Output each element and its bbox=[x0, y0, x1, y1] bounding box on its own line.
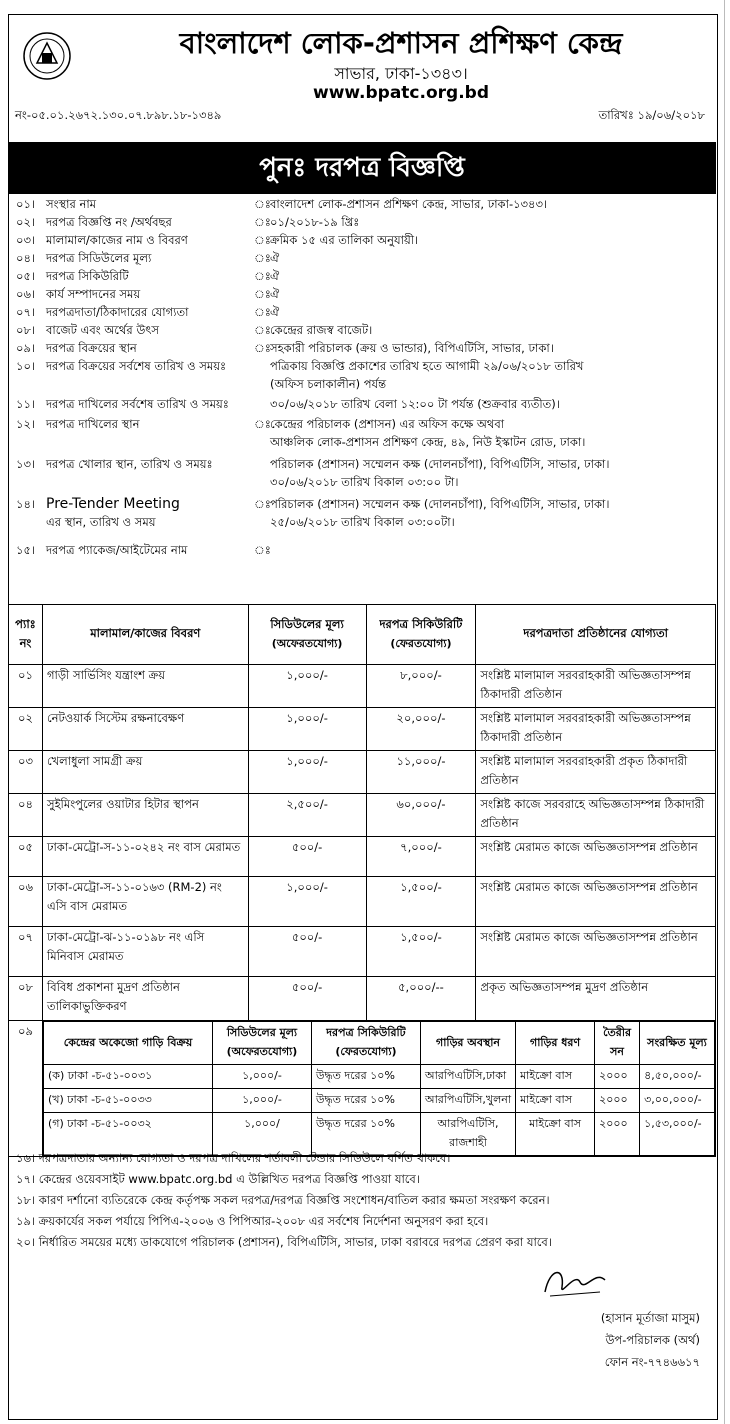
info-row bbox=[8, 268, 716, 286]
info-value: ঐ bbox=[270, 305, 280, 319]
row-no: ০৪ bbox=[9, 794, 43, 837]
vehicle-sale-row bbox=[9, 1021, 716, 1157]
row-security: ৭,০০০/- bbox=[366, 837, 476, 877]
note-item: ১৭। কেন্দ্রের ওয়েবসাইট www.bpatc.org.bd এ উল্লিখিত দরপত্র বিজ্ঞপ্তি পাওয়া যাবে। bbox=[16, 1172, 420, 1186]
info-row bbox=[8, 542, 716, 560]
bpatc-logo-icon bbox=[22, 31, 72, 81]
note-item: ১৮। কারণ দর্শানো ব্যতিরেকে কেন্দ্র কর্তৃপক্ষ সকল দরপত্র/দরপত্র বিজ্ঞপ্তি সংশোধন/বাতিল করার ক্ষমতা সংরক্ষণ করেন। bbox=[16, 1193, 550, 1207]
row-security: ২০,০০০/- bbox=[366, 708, 476, 751]
info-list bbox=[8, 196, 716, 560]
info-label: দরপত্র প্যাকেজ/আইটেমের নাম bbox=[46, 543, 188, 557]
header-schedule-fee-note: (অফেরতযোগ্য) bbox=[271, 636, 343, 650]
package-table bbox=[8, 604, 716, 1157]
info-value: পত্রিকায় বিজ্ঞপ্তি প্রকাশের তারিখ হতে আগামী ২৯/০৬/২০১৮ তারিখ bbox=[270, 359, 584, 373]
info-value-line2: আঞ্চলিক লোক-প্রশাসন প্রশিক্ষণ কেন্দ্র, ৪৯, নিউ ইস্কাটন রোড, ঢাকা। bbox=[270, 435, 586, 449]
info-value: ঐ bbox=[270, 251, 280, 265]
row-fee: ১,০০০/- bbox=[248, 751, 366, 794]
sale-location: আরপিএটিসি,ঢাকা bbox=[420, 1065, 515, 1089]
info-row bbox=[8, 214, 716, 232]
signatory-designation: উপ-পরিচালক (অর্থ) bbox=[605, 1333, 700, 1347]
header-qualification: দরপত্রদাতা প্রতিষ্ঠানের যোগ্যতা bbox=[476, 605, 716, 665]
row-fee: ৫০০/- bbox=[248, 927, 366, 977]
row-no: ০৮ bbox=[9, 977, 43, 1021]
row-qualification: সংশ্লিষ্ট মালামাল সরবরাহকারী অভিজ্ঞতাসম্পন্ন ঠিকাদারী প্রতিষ্ঠান bbox=[476, 708, 716, 751]
row-security: ১,৫০০/- bbox=[366, 877, 476, 927]
sale-fee: ১,০০০/- bbox=[212, 1089, 311, 1113]
row-desc: ঢাকা-মেট্রো-স-১১-০২৪২ নং বাস মেরামত bbox=[42, 837, 248, 877]
info-num: ০৪। bbox=[16, 251, 36, 265]
note-item: ২০। নির্ধারিত সময়ের মধ্যে ডাকযোগে পরিচালক (প্রশাসন), বিপিএটিসি, সাভার, ঢাকা বরাবরে দরপত্র প্রেরণ করা যাবে। bbox=[16, 1235, 552, 1249]
info-label: Pre-Tender Meeting bbox=[46, 496, 180, 512]
sale-header-location: গাড়ির অবস্থান bbox=[420, 1022, 515, 1065]
table-header-row bbox=[9, 605, 716, 665]
sale-type: মাইক্রো বাস bbox=[516, 1089, 595, 1113]
row-qualification: সংশ্লিষ্ট মালামাল সরবরাহকারী অভিজ্ঞতাসম্পন্ন ঠিকাদারী প্রতিষ্ঠান bbox=[476, 665, 716, 708]
row-desc: ঢাকা-মেট্রো-ঝ-১১-০১৯৮ নং এসি মিনিবাস মেরামত bbox=[42, 927, 248, 977]
sale-car: (ক) ঢাকা -চ-৫১-০০৩১ bbox=[43, 1065, 212, 1089]
info-row bbox=[8, 196, 716, 214]
note-item: ১৬। দরপত্রদাতার অন্যান্য যোগ্যতা ও দরপত্র দাখিলের শর্তাবলী টেন্ডার সিডিউলে বর্ণিত থাকবে। bbox=[16, 1151, 451, 1165]
info-label: কার্য সম্পাদনের সময় bbox=[46, 287, 141, 301]
row-fee: ৫০০/- bbox=[248, 837, 366, 877]
vehicle-sale-cell bbox=[42, 1021, 715, 1157]
info-num: ০৭। bbox=[16, 305, 36, 319]
sale-row bbox=[43, 1065, 714, 1089]
info-value: কেন্দ্রের পরিচালক (প্রশাসন) এর অফিস কক্ষে অথবা bbox=[270, 417, 505, 431]
sale-year: ২০০০ bbox=[595, 1089, 640, 1113]
row-desc: নেটওয়ার্ক সিস্টেম রক্ষনাবেক্ষণ bbox=[42, 708, 248, 751]
row-qualification: সংশ্লিষ্ট মালামাল সরবরাহকারী প্রকৃত ঠিকাদারী প্রতিষ্ঠান bbox=[476, 751, 716, 794]
row-no: ০২ bbox=[9, 708, 43, 751]
info-row bbox=[8, 358, 716, 396]
sale-location: আরপিএটিসি,খুলনা bbox=[420, 1089, 515, 1113]
table-row bbox=[9, 837, 716, 877]
row-security: ৫,০০০/-- bbox=[366, 977, 476, 1021]
sale-type: মাইক্রো বাস bbox=[516, 1113, 595, 1156]
info-colon: ঃ bbox=[254, 323, 271, 337]
row-fee: ৫০০/- bbox=[248, 977, 366, 1021]
info-value: ০১/২০১৮-১৯ খ্রিঃ bbox=[270, 215, 360, 229]
info-num: ১৫। bbox=[16, 543, 36, 557]
signatory-block bbox=[520, 1263, 700, 1373]
info-row bbox=[8, 232, 716, 250]
row-desc: বিবিধ প্রকাশনা মুদ্রণ প্রতিষ্ঠান তালিকাভুক্তিকরণ bbox=[42, 977, 248, 1021]
sale-price: ৩,০০,০০০/- bbox=[640, 1089, 715, 1113]
note-item: ১৯। ক্রয়কার্যের সকল পর্যায়ে পিপিএ-২০০৬ ও পিপিআর-২০০৮ এর সর্বশেষ নির্দেশনা অনুসরণ করা হবে। bbox=[16, 1214, 489, 1228]
sale-header-security: দরপত্র সিকিউরিটি (ফেরতযোগ্য) bbox=[311, 1022, 420, 1065]
signatory-phone: ফোন নং-৭৭৪৬৬১৭ bbox=[604, 1355, 700, 1369]
header bbox=[9, 15, 717, 105]
info-label: দরপত্রদাতা/ঠিকাদারের যোগ্যতা bbox=[46, 305, 189, 319]
row-qualification: প্রকৃত অভিজ্ঞতাসম্পন্ন মুদ্রণ প্রতিষ্ঠান bbox=[476, 977, 716, 1021]
header-schedule-fee bbox=[248, 605, 366, 665]
sale-header-row bbox=[43, 1022, 714, 1065]
sale-row bbox=[43, 1089, 714, 1113]
reference-number: নং-০৫.০১.২৬৭২.১৩০.০৭.৮৯৮.১৮-১৩৪৯ bbox=[15, 108, 222, 122]
info-num: ১০। bbox=[16, 359, 36, 373]
row-no: ০৬ bbox=[9, 877, 43, 927]
sale-fee: ১,০০০/- bbox=[212, 1065, 311, 1089]
info-num: ০২। bbox=[16, 215, 36, 229]
table-row bbox=[9, 708, 716, 751]
info-row bbox=[8, 250, 716, 268]
info-value: পরিচালক (প্রশাসন) সম্মেলন কক্ষ (দোলনচাঁপা), বিপিএটিসি, সাভার, ঢাকা। bbox=[270, 457, 610, 471]
info-colon: ঃ bbox=[254, 233, 271, 247]
vehicle-sale-table bbox=[43, 1021, 715, 1156]
info-row bbox=[8, 456, 716, 496]
info-label: দরপত্র বিক্রয়ের স্থান bbox=[46, 341, 137, 355]
info-colon: ঃ bbox=[254, 287, 271, 301]
notice-banner: পুনঃ দরপত্র বিজ্ঞপ্তি bbox=[8, 142, 716, 194]
sale-security: উদ্ধৃত দরের ১০% bbox=[311, 1113, 420, 1156]
info-value-line2: ৩০/০৬/২০১৮ তারিখ বিকাল ০৩:০০ টা। bbox=[270, 475, 459, 489]
header-schedule-fee-label: সিডিউলের মূল্য bbox=[270, 616, 344, 631]
info-row bbox=[8, 340, 716, 358]
info-label: বাজেট এবং অর্থের উৎস bbox=[46, 323, 160, 337]
sale-fee: ১,০০০/ bbox=[212, 1113, 311, 1156]
row-no: ০৭ bbox=[9, 927, 43, 977]
signatory-name: (হাসান মূর্তাজা মাসুম) bbox=[600, 1311, 700, 1325]
info-label: দরপত্র খোলার স্থান, তারিখ ও সময়ঃ bbox=[46, 457, 213, 471]
info-num: ০৯। bbox=[16, 341, 36, 355]
sale-header-fee: সিডিউলের মূল্য (অফেরতযোগ্য) bbox=[212, 1022, 311, 1065]
sale-price: ১,৫৩,০০০/- bbox=[640, 1113, 715, 1156]
row-fee: ২,৫০০/- bbox=[248, 794, 366, 837]
sale-header-car: কেন্দ্রের অকেজো গাড়ি বিক্রয় bbox=[43, 1022, 212, 1065]
table-row bbox=[9, 665, 716, 708]
sale-year: ২০০০ bbox=[595, 1113, 640, 1156]
info-colon: ঃ bbox=[254, 305, 271, 319]
row-no: ০৯ bbox=[9, 1021, 43, 1157]
info-label: সংস্থার নাম bbox=[46, 197, 97, 211]
info-num: ১১। bbox=[16, 397, 36, 411]
sale-year: ২০০০ bbox=[595, 1065, 640, 1089]
info-colon: ঃ bbox=[254, 543, 271, 557]
info-label: দরপত্র সিকিউরিটি bbox=[46, 269, 129, 283]
row-fee: ১,০০০/- bbox=[248, 665, 366, 708]
info-colon: ঃ bbox=[254, 341, 271, 355]
info-colon: ঃ bbox=[254, 497, 271, 511]
edge-rule bbox=[724, 0, 725, 1424]
info-colon: ঃ bbox=[254, 197, 271, 211]
info-row bbox=[8, 304, 716, 322]
info-row bbox=[8, 322, 716, 340]
info-row bbox=[8, 396, 716, 416]
info-num: ০৫। bbox=[16, 269, 36, 283]
address: সাভার, ঢাকা-১৩৪৩। bbox=[334, 64, 468, 83]
table-row bbox=[9, 927, 716, 977]
reference-row bbox=[9, 105, 717, 133]
row-security: ১১,০০০/- bbox=[366, 751, 476, 794]
info-value: বাংলাদেশ লোক-প্রশাসন প্রশিক্ষণ কেন্দ্র, সাভার, ঢাকা-১৩৪৩। bbox=[270, 197, 548, 211]
info-colon: ঃ bbox=[254, 215, 271, 229]
table-row bbox=[9, 977, 716, 1021]
row-desc: ঢাকা-মেট্রো-স-১১-০১৬৩ (RM-2) নং এসি বাস মেরামত bbox=[42, 877, 248, 927]
info-num: ১৪। bbox=[16, 497, 36, 511]
info-value: ঐ bbox=[270, 269, 280, 283]
header-description: মালামাল/কাজের বিবরণ bbox=[42, 605, 248, 665]
row-qualification: সংশ্লিষ্ট কাজে সরবরাহে অভিজ্ঞতাসম্পন্ন ঠিকাদারী প্রতিষ্ঠান bbox=[476, 794, 716, 837]
info-row bbox=[8, 416, 716, 456]
info-row bbox=[8, 286, 716, 304]
info-value: ৩০/০৬/২০১৮ তারিখ বেলা ১২:০০ টা পর্যন্ত (শুক্রবার ব্যতীত)। bbox=[270, 397, 560, 411]
sale-header-type: গাড়ির ধরণ bbox=[516, 1022, 595, 1065]
sale-car: (খ) ঢাকা -চ-৫১-০০৩৩ bbox=[43, 1089, 212, 1113]
row-qualification: সংশ্লিষ্ট মেরামত কাজে অভিজ্ঞতাসম্পন্ন প্রতিষ্ঠান bbox=[476, 877, 716, 927]
info-value: ঐ bbox=[270, 287, 280, 301]
info-value: সহকারী পরিচালক (ক্রয় ও ভান্ডার), বিপিএটিসি, সাভার, ঢাকা। bbox=[270, 341, 554, 355]
info-value: কেন্দ্রের রাজস্ব বাজেট। bbox=[270, 323, 373, 337]
info-label: মালামাল/কাজের নাম ও বিবরণ bbox=[46, 233, 188, 247]
notes-list bbox=[8, 1150, 716, 1255]
info-colon: ঃ bbox=[254, 251, 271, 265]
info-num: ১৩। bbox=[16, 457, 36, 471]
info-colon: ঃ bbox=[254, 417, 271, 431]
row-security: ১,৫০০/- bbox=[366, 927, 476, 977]
info-value-line2: (অফিস চলাকালীন) পর্যন্ত bbox=[270, 377, 387, 391]
sale-price: ৪,৫০,০০০/- bbox=[640, 1065, 715, 1089]
row-desc: গাড়ী সার্ভিসিং যন্ত্রাংশ ক্রয় bbox=[42, 665, 248, 708]
info-label: দরপত্র দাখিলের সর্বশেষ তারিখ ও সময়ঃ bbox=[46, 397, 229, 411]
row-security: ৮,০০০/- bbox=[366, 665, 476, 708]
row-no: ০৩ bbox=[9, 751, 43, 794]
header-package-no: প্যাঃ নং bbox=[9, 605, 43, 665]
page-title: বাংলাদেশ লোক-প্রশাসন প্রশিক্ষণ কেন্দ্র bbox=[179, 26, 623, 60]
info-num: ০৮। bbox=[16, 323, 36, 337]
row-security: ৬০,০০০/- bbox=[366, 794, 476, 837]
sale-type: মাইক্রো বাস bbox=[516, 1065, 595, 1089]
sale-security: উদ্ধৃত দরের ১০% bbox=[311, 1089, 420, 1113]
row-desc: খেলাধুলা সামগ্রী ক্রয় bbox=[42, 751, 248, 794]
row-no: ০১ bbox=[9, 665, 43, 708]
info-num: ০৬। bbox=[16, 287, 36, 301]
info-num: ১২। bbox=[16, 417, 36, 431]
sale-car: (গ) ঢাকা -চ-৫১-০০৩২ bbox=[43, 1113, 212, 1156]
info-label-line2: এর স্থান, তারিখ ও সময় bbox=[46, 515, 156, 529]
info-label: দরপত্র সিডিউলের মূল্য bbox=[46, 251, 152, 265]
table-row bbox=[9, 751, 716, 794]
info-value: ক্রমিক ১৫ এর তালিকা অনুযায়ী। bbox=[270, 233, 419, 247]
row-fee: ১,০০০/- bbox=[248, 877, 366, 927]
info-row bbox=[8, 496, 716, 542]
info-colon: ঃ bbox=[254, 269, 271, 283]
header-security-label: দরপত্র সিকিউরিটি bbox=[379, 616, 463, 631]
row-no: ০৫ bbox=[9, 837, 43, 877]
info-label: দরপত্র দাখিলের স্থান bbox=[46, 417, 140, 431]
row-fee: ১,০০০/- bbox=[248, 708, 366, 751]
sale-security: উদ্ধৃত দরের ১০% bbox=[311, 1065, 420, 1089]
info-value: পরিচালক (প্রশাসন) সম্মেলন কক্ষ (দোলনচাঁপা), বিপিএটিসি, সাভার, ঢাকা। bbox=[270, 497, 610, 511]
info-label: দরপত্র বিজ্ঞপ্তি নং /অর্থবছর bbox=[46, 215, 172, 229]
website-link[interactable]: www.bpatc.org.bd bbox=[313, 83, 489, 103]
sale-location: আরপিএটিসি, রাজশাহী bbox=[420, 1113, 515, 1156]
table-row bbox=[9, 877, 716, 927]
info-num: ০৩। bbox=[16, 233, 36, 247]
info-label: দরপত্র বিক্রয়ের সর্বশেষ তারিখ ও সময়ঃ bbox=[46, 359, 227, 373]
row-qualification: সংশ্লিষ্ট মেরামত কাজে অভিজ্ঞতাসম্পন্ন প্রতিষ্ঠান bbox=[476, 837, 716, 877]
row-qualification: সংশ্লিষ্ট মেরামত কাজে অভিজ্ঞতাসম্পন্ন প্রতিষ্ঠান bbox=[476, 927, 716, 977]
row-desc: সুইমিংপুলের ওয়াটার হিটার স্থাপন bbox=[42, 794, 248, 837]
header-security-note: (ফেরতযোগ্য) bbox=[390, 636, 452, 650]
sale-header-price: সংরক্ষিত মূল্য bbox=[640, 1022, 715, 1065]
header-security bbox=[366, 605, 476, 665]
info-num: ০১। bbox=[16, 197, 36, 211]
info-value-line2: ২৫/০৬/২০১৮ তারিখ বিকাল ০৩:০০টা। bbox=[270, 515, 455, 529]
table-row bbox=[9, 794, 716, 837]
notice-date: তারিখঃ ১৯/০৬/২০১৮ bbox=[598, 108, 705, 122]
sale-header-year: তৈরীর সন bbox=[595, 1022, 640, 1065]
